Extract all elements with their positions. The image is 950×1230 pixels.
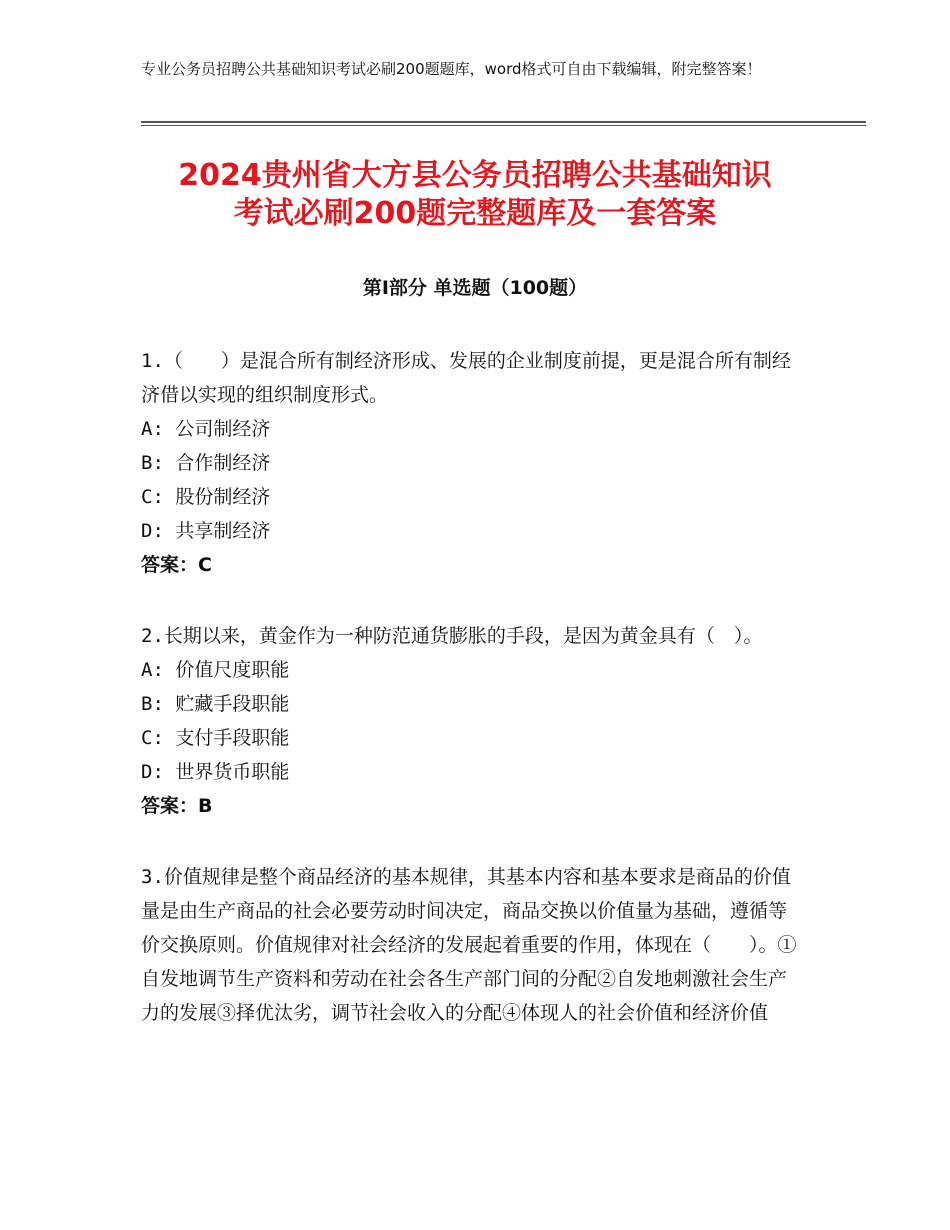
option-d: D: 世界货币职能	[141, 761, 290, 783]
question-stem: 2.长期以来，黄金作为一种防范通货膨胀的手段，是因为黄金具有（ ）。	[141, 625, 763, 647]
question-3	[141, 860, 801, 1030]
question-stem: 3.价值规律是整个商品经济的基本规律，其基本内容和基本要求是商品的价值量是由生产商品的社会必要劳动时间决定，商品交换以价值量为基础，遵循等价交换原则。价值规律对社会经济的发展起着重要的作用，体现在（ ）。①自发地调节生产资料和劳动在社会各生产部门间的分配②自发地刺激社会生产力的发展③择优汰劣，调节社会收入的分配④体现人的社会价值和经济价值	[141, 866, 797, 1024]
document-title	[100, 157, 850, 233]
header-divider-thin	[141, 125, 866, 126]
option-a: A: 价值尺度职能	[141, 659, 290, 681]
option-b: B: 贮藏手段职能	[141, 693, 290, 715]
option-c: C: 支付手段职能	[141, 727, 290, 749]
option-b: B: 合作制经济	[141, 452, 271, 474]
section-heading: 第I部分 单选题（100题）	[362, 277, 588, 299]
option-d: D: 共享制经济	[141, 520, 271, 542]
question-1	[141, 344, 801, 582]
answer-label: 答案：C	[141, 554, 212, 576]
title-line-1: 2024贵州省大方县公务员招聘公共基础知识	[178, 158, 772, 193]
question-list	[141, 344, 801, 1067]
question-2	[141, 619, 801, 823]
option-c: C: 股份制经济	[141, 486, 271, 508]
header-divider	[141, 121, 866, 123]
question-stem: 1.（ ）是混合所有制经济形成、发展的企业制度前提，更是混合所有制经济借以实现的组织制度形式。	[141, 350, 791, 406]
answer-label: 答案：B	[141, 795, 213, 817]
option-a: A: 公司制经济	[141, 418, 271, 440]
header-note: 专业公务员招聘公共基础知识考试必刷200题题库，word格式可自由下载编辑，附完整答案！	[141, 60, 762, 78]
title-line-2: 考试必刷200题完整题库及一套答案	[233, 196, 717, 231]
